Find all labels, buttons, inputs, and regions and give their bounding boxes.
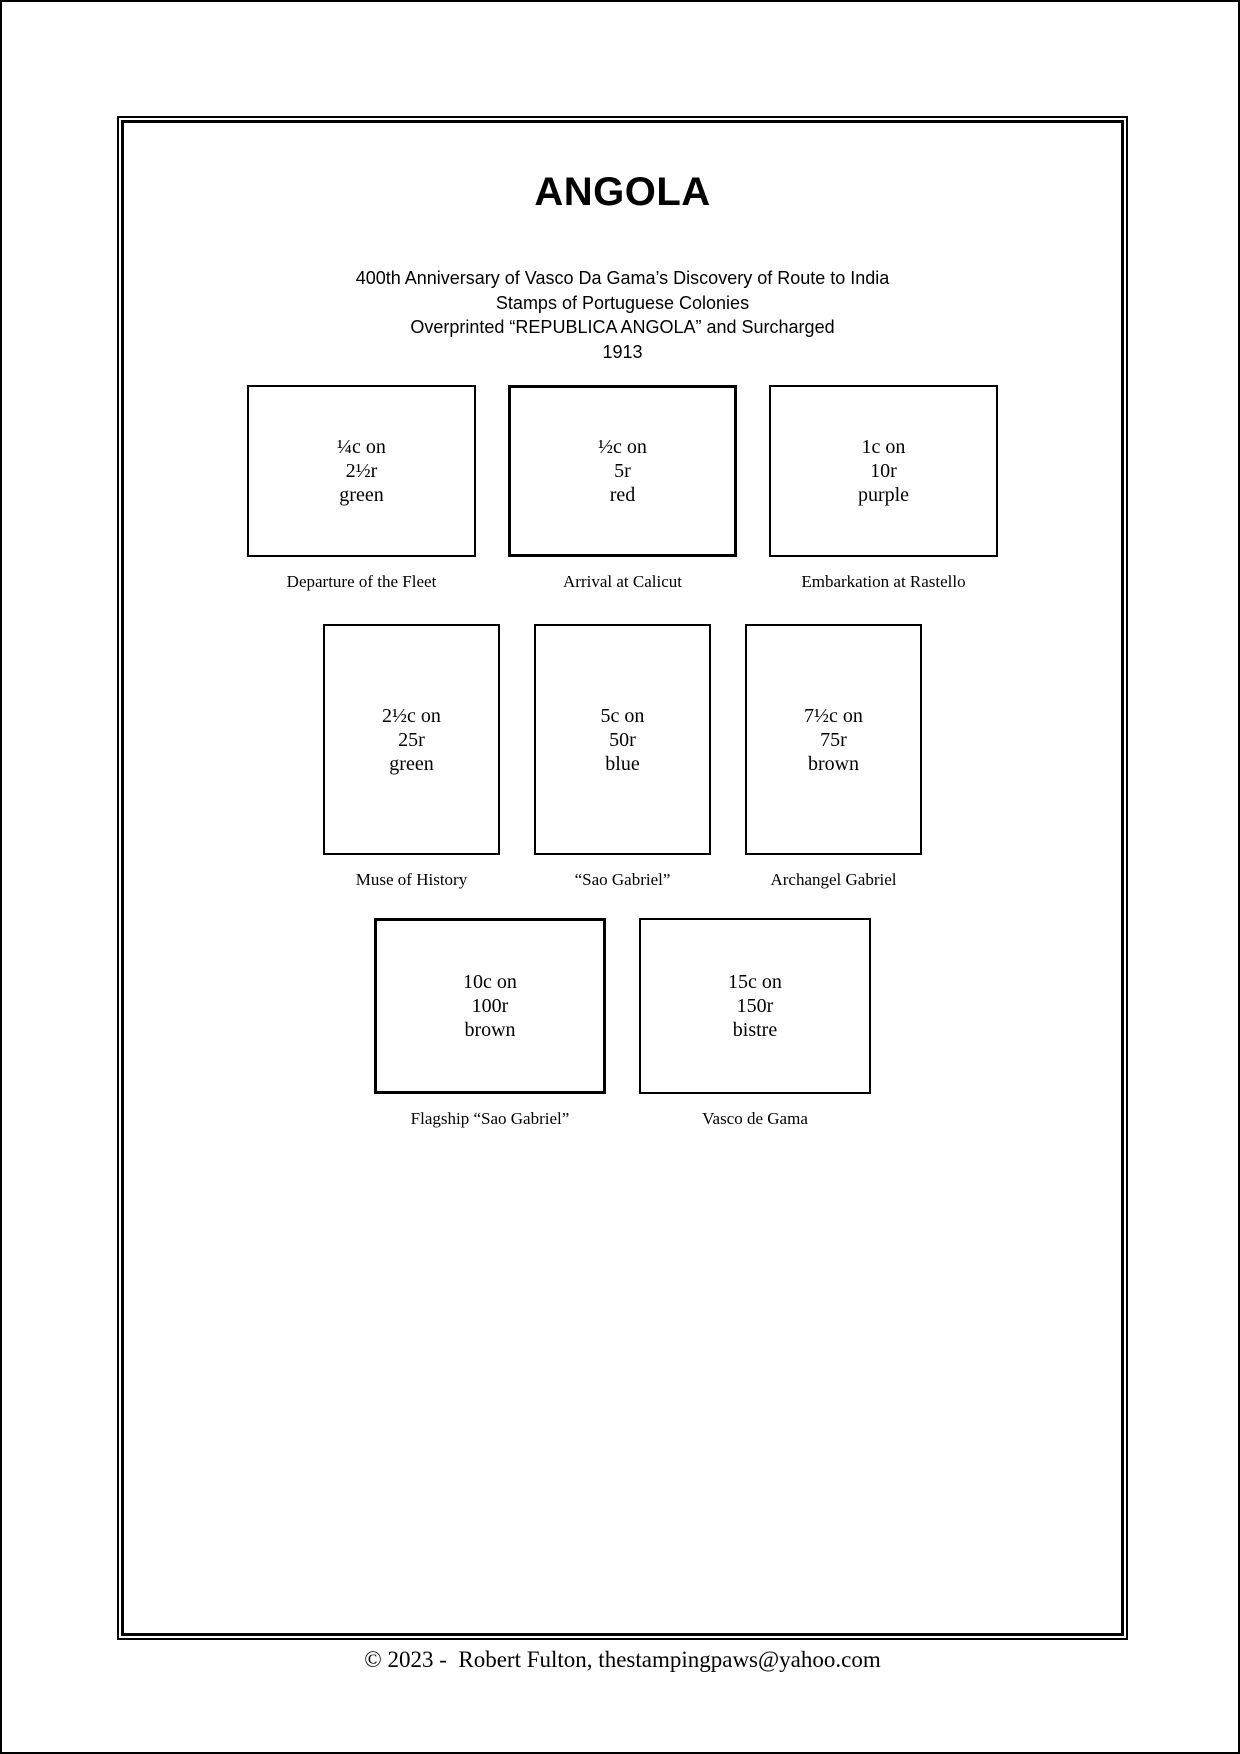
stamp-caption: Departure of the Fleet [286,572,437,591]
stamp-cell-vasco-de-gama [639,918,871,1129]
subtitle-line: 400th Anniversary of Vasco Da Gama’s Discovery of Route to India [355,268,890,288]
stamp-cell-muse-of-history [323,624,500,890]
stamp-value-line: 25r [398,728,425,751]
stamp-value [382,704,441,776]
stamp-caption: “Sao Gabriel” [574,870,671,889]
stamp-caption: Flagship “Sao Gabriel” [410,1109,570,1128]
stamp-box [508,385,737,557]
stamp-box [247,385,476,557]
stamp-value [728,970,782,1042]
stamp-value [804,704,863,776]
stamp-cell-embarkation-at-rastello [769,385,998,592]
stamp-value-line: bistre [732,1019,778,1041]
stamp-box [374,918,606,1094]
subtitle-line: Stamps of Portuguese Colonies [495,292,750,313]
stamp-cell-departure-of-the-fleet [247,385,476,592]
stamp-value-line: 5c on [600,704,645,727]
subtitle-line: Overprinted “REPUBLICA ANGOLA” and Surcharged [410,317,835,337]
stamp-value-line: 2½c on [382,704,441,727]
stamp-value-line: 75r [820,728,847,751]
stamp-cell-sao-gabriel [534,624,711,890]
stamp-value-line: 7½c on [804,704,863,727]
stamp-row-2 [117,624,1128,890]
stamp-value-line: 1c on [861,436,906,458]
stamp-value-line: 2½r [345,460,378,482]
stamp-value [858,435,909,507]
stamp-row-3 [117,918,1128,1129]
stamp-value-line: brown [807,752,860,775]
stamp-box [323,624,500,855]
stamp-cell-archangel-gabriel [745,624,922,890]
stamp-value-line: green [339,484,384,506]
stamp-caption: Vasco de Gama [702,1109,808,1128]
stamp-caption: Archangel Gabriel [770,870,897,889]
stamp-value-line: purple [857,484,910,506]
stamp-box [534,624,711,855]
stamp-cell-flagship-sao-gabriel [374,918,606,1129]
stamp-box [639,918,871,1094]
stamp-value [598,435,647,507]
stamp-value [601,704,645,776]
page-title: ANGOLA [534,170,711,214]
stamp-row-1 [117,385,1128,592]
stamp-value-line: 5r [614,460,631,482]
stamp-value-line: red [609,484,636,506]
stamp-value-line: ½c on [598,436,647,458]
stamp-value-line: 15c on [728,971,782,993]
stamp-value [337,435,386,507]
stamp-caption: Embarkation at Rastello [801,572,966,591]
stamp-cell-arrival-at-calicut [508,385,737,592]
copyright-credit: © 2023 - Robert Fulton, thestampingpaws@yahoo.com [364,1647,881,1672]
stamp-box [769,385,998,557]
stamp-value-line: brown [464,1019,516,1041]
stamp-box [745,624,922,855]
stamp-value-line: green [389,752,434,775]
stamp-value-line: 100r [471,995,509,1017]
stamp-value-line: 10r [870,460,897,482]
page-subtitle-block [117,266,1128,364]
stamp-caption: Muse of History [355,870,468,889]
stamp-caption: Arrival at Calicut [563,572,682,591]
stamp-value-line: 150r [736,995,774,1017]
stamp-value-line: 50r [609,728,636,751]
stamp-value-line: ¼c on [337,436,386,458]
subtitle-line-year: 1913 [602,341,643,362]
stamp-value-line: blue [605,752,640,775]
stamp-value [463,970,517,1042]
stamp-value-line: 10c on [463,971,517,993]
